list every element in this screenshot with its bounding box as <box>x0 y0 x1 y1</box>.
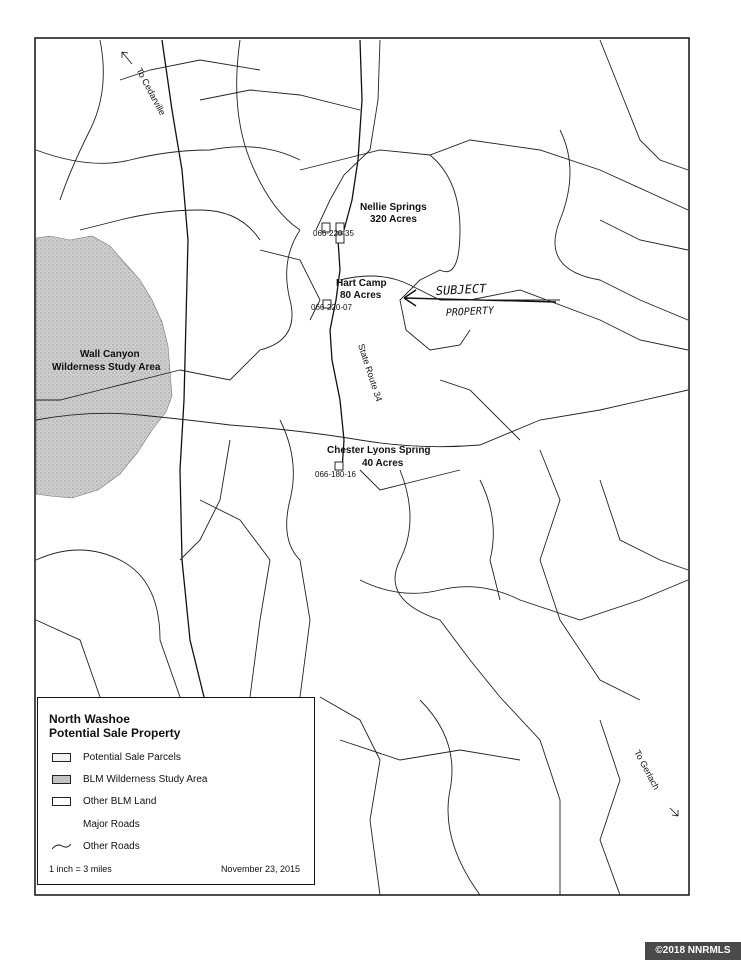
legend-item-label: Potential Sale Parcels <box>83 752 181 763</box>
state-route-label: State Route 34 <box>356 342 385 403</box>
parcel-chester-lyons <box>335 462 343 470</box>
legend-title <box>49 712 180 740</box>
legend-item-wilderness <box>52 774 208 785</box>
legend-title-line1: North Washoe <box>49 712 130 726</box>
legend-item-label: Other Roads <box>83 841 140 852</box>
copyright-watermark: ©2018 NNRMLS <box>645 942 741 960</box>
sale-parcels-swatch <box>52 753 71 762</box>
nellie-springs-acres: 320 Acres <box>370 214 417 225</box>
to-gerlach-label: To Gerlach <box>632 748 662 792</box>
to-cedarville-label: To Cedarville <box>134 66 168 117</box>
legend-title-line2: Potential Sale Property <box>49 726 181 740</box>
nellie-springs-parcel: 066-220-35 <box>313 229 354 238</box>
map-date: November 23, 2015 <box>220 864 300 874</box>
legend-item-label: BLM Wilderness Study Area <box>83 774 208 785</box>
legend-item-other-blm <box>52 796 156 807</box>
legend-item-label: Major Roads <box>83 819 140 830</box>
legend-item-other-roads <box>52 841 140 852</box>
major-roads-swatch <box>52 820 71 829</box>
other-blm-swatch <box>52 797 71 806</box>
legend-item-label: Other BLM Land <box>83 796 157 807</box>
legend-item-sale-parcels <box>52 752 181 763</box>
wall-canyon-label-1: Wall Canyon <box>80 349 140 360</box>
map-scale: 1 inch = 3 miles <box>49 864 112 874</box>
wilderness-swatch <box>52 775 71 784</box>
annotation-property: PROPERTY <box>445 305 495 319</box>
chester-lyons-acres: 40 Acres <box>362 458 404 469</box>
hart-camp-parcel: 066-220-07 <box>311 303 352 312</box>
legend-box <box>37 697 315 885</box>
legend-item-major-roads <box>52 819 140 830</box>
wall-canyon-label-2: Wilderness Study Area <box>52 362 161 373</box>
chester-lyons-name: Chester Lyons Spring <box>327 445 431 456</box>
nellie-springs-name: Nellie Springs <box>360 202 427 213</box>
other-roads-swatch <box>52 842 71 851</box>
hart-camp-name: Hart Camp <box>336 278 387 289</box>
annotation-subject: SUBJECT <box>435 281 487 298</box>
chester-lyons-parcel: 066-180-16 <box>315 470 356 479</box>
hart-camp-acres: 80 Acres <box>340 290 382 301</box>
